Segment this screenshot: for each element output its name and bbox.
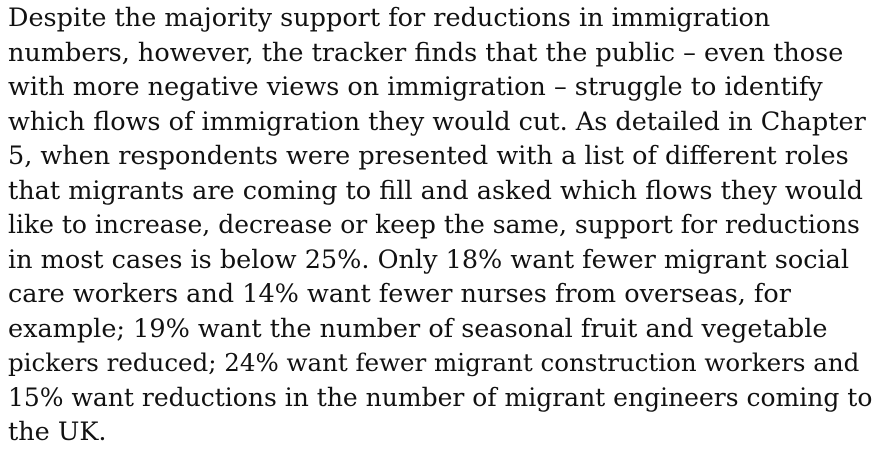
paragraph-line: 15% want reductions in the number of migrant engineers coming to: [8, 382, 873, 412]
paragraph-line: in most cases is below 25%. Only 18% want fewer migrant social: [8, 244, 849, 275]
body-paragraph: [8, 1, 874, 450]
paragraph-line: pickers reduced; 24% want fewer migrant construction workers and: [8, 348, 860, 377]
paragraph-line: the UK.: [8, 417, 107, 447]
paragraph-line: Despite the majority support for reductions in immigration: [8, 3, 771, 33]
paragraph-line: example; 19% want the number of seasonal fruit and vegetable: [8, 313, 828, 344]
paragraph-line: care workers and 14% want fewer nurses from overseas, for: [8, 279, 791, 309]
paragraph-line: that migrants are coming to fill and asked which flows they would: [8, 175, 863, 206]
paragraph-line: like to increase, decrease or keep the same, support for reductions: [8, 210, 860, 239]
paragraph-line: with more negative views on immigration – struggle to identify: [8, 72, 823, 102]
paragraph-line: 5, when respondents were presented with a list of different roles: [8, 141, 849, 171]
paragraph-line: numbers, however, the tracker finds that the public – even those: [8, 37, 844, 68]
paragraph-line: which flows of immigration they would cut. As detailed in Chapter: [8, 106, 866, 137]
